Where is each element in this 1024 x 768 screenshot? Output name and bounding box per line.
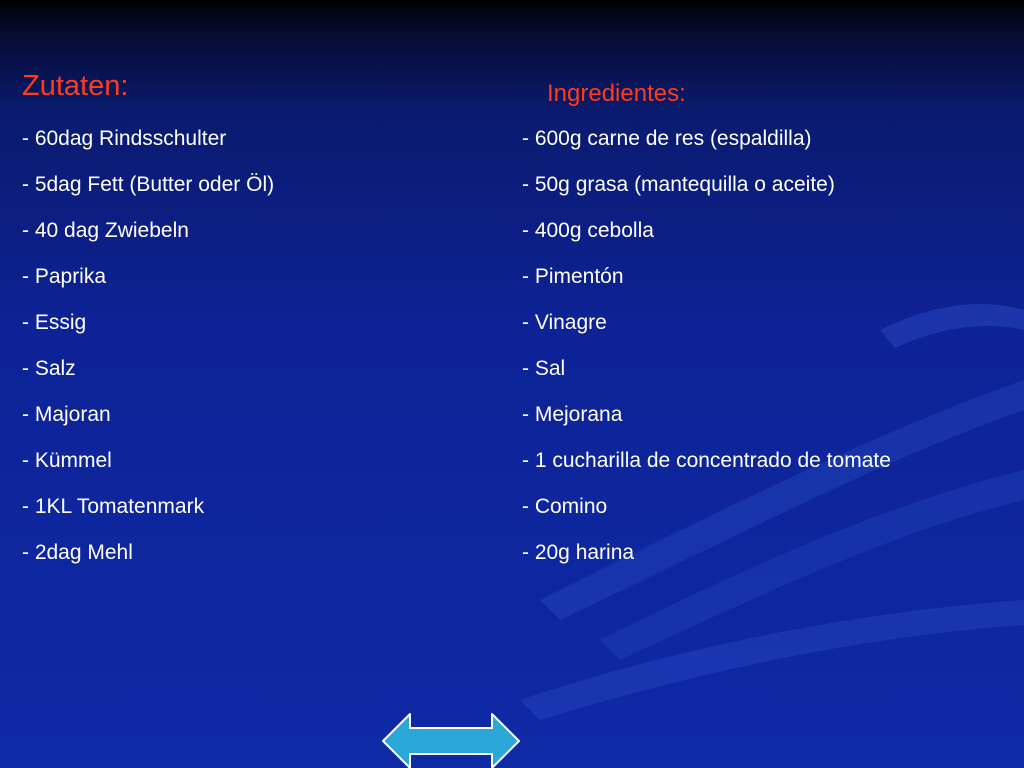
ingredients-heading-spanish: Ingredientes: [547,80,686,107]
ingredients-heading-german: Zutaten: [22,70,129,102]
ingredient-item: - 2dag Mehl [22,541,133,564]
ingredient-item: - Pimentón [522,265,624,288]
double-arrow-icon[interactable] [381,712,521,768]
ingredient-item: - 1KL Tomatenmark [22,495,205,518]
ingredient-list-german [22,127,274,587]
ingredient-item: - Sal [522,357,566,380]
ingredient-item: - 60dag Rindsschulter [22,127,227,150]
ingredient-item: - 400g cebolla [522,219,654,242]
ingredient-item: - 50g grasa (mantequilla o aceite) [522,173,835,196]
ingredient-item: - 5dag Fett (Butter oder Öl) [22,173,275,196]
ingredient-item: - Salz [22,357,76,380]
ingredient-item: - Comino [522,495,608,518]
ingredient-item: - Majoran [22,403,111,426]
ingredient-item: - Kümmel [22,449,112,472]
ingredient-list-spanish [522,127,891,587]
ingredient-item: - Essig [22,311,87,334]
ingredient-item: - Paprika [22,265,107,288]
ingredient-item: - 20g harina [522,541,635,564]
ingredient-item: - 600g carne de res (espaldilla) [522,127,812,150]
ingredient-item: - Mejorana [522,403,623,426]
ingredient-item: - 40 dag Zwiebeln [22,219,189,242]
ingredient-item: - 1 cucharilla de concentrado de tomate [522,449,891,472]
ingredient-item: - Vinagre [522,311,607,334]
